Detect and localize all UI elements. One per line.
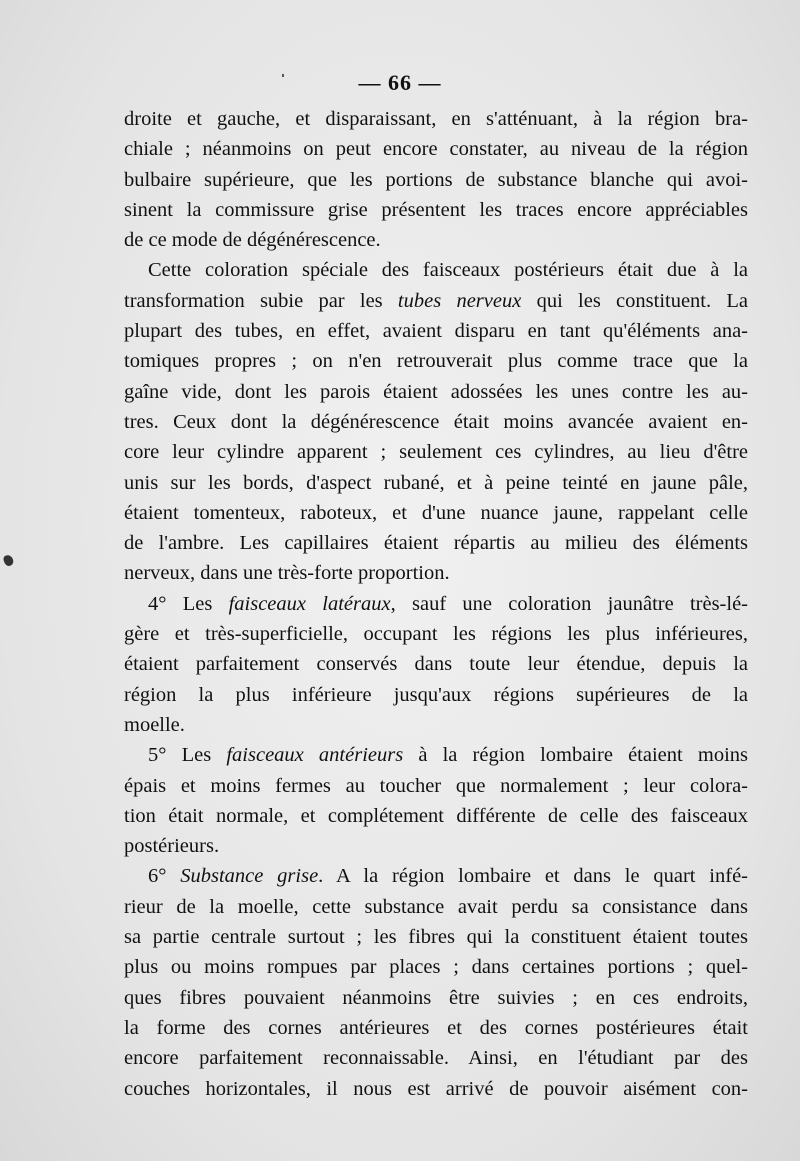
text-line: encore parfaitement reconnaissable. Ainsi, en l'étudiant par des xyxy=(124,1047,748,1070)
text-line: région la plus inférieure jusqu'aux régions supérieures de la xyxy=(124,683,748,706)
text-line: ques fibres pouvaient néanmoins être suivies ; en ces endroits, xyxy=(124,986,748,1009)
text-line: bulbaire supérieure, que les portions de substance blanche qui avoi- xyxy=(124,168,748,191)
text-line: chiale ; néanmoins on peut encore constater, au niveau de la région xyxy=(124,138,748,161)
body-text xyxy=(124,104,748,1104)
text-line: gaîne vide, dont les parois étaient adossées les unes contre les au- xyxy=(124,380,748,403)
text-line: de l'ambre. Les capillaires étaient répartis au milieu des éléments xyxy=(124,532,748,555)
text-line: transformation subie par les tubes nerveux qui les constituent. La xyxy=(124,289,748,312)
text-line: couches horizontales, il nous est arrivé de pouvoir aisément con- xyxy=(124,1077,748,1100)
text-line: étaient parfaitement conservés dans toute leur étendue, depuis la xyxy=(124,653,748,676)
text-line: droite et gauche, et disparaissant, en s'atténuant, à la région bra- xyxy=(124,108,748,130)
text-line: épais et moins fermes au toucher que normalement ; leur colora- xyxy=(124,774,748,797)
text-line: plus ou moins rompues par places ; dans certaines portions ; quel- xyxy=(124,956,748,979)
text-line: étaient tomenteux, raboteux, et d'une nuance jaune, rappelant celle xyxy=(124,501,748,524)
text-line: tomiques propres ; on n'en retrouverait plus comme trace que la xyxy=(124,350,748,373)
text-line: nerveux, dans une très-forte proportion. xyxy=(124,562,450,585)
text-line: postérieurs. xyxy=(124,835,220,858)
text-line: unis sur les bords, d'aspect rubané, et à peine teinté en jaune pâle, xyxy=(124,471,748,494)
page-number: — 66 — xyxy=(358,70,442,95)
text-line: Cette coloration spéciale des faisceaux postérieurs était due à la xyxy=(148,259,748,282)
text-line: tion était normale, et complétement différente de celle des faisceaux xyxy=(124,804,748,827)
text-line: sa partie centrale surtout ; les fibres qui la constituent étaient toutes xyxy=(124,926,748,949)
text-line: 5° Les faisceaux antérieurs à la région lombaire étaient moins xyxy=(148,744,748,767)
text-line: rieur de la moelle, cette substance avait perdu sa consistance dans xyxy=(124,895,748,918)
text-line: moelle. xyxy=(124,713,185,736)
text-line: 4° Les faisceaux latéraux, sauf une coloration jaunâtre très-lé- xyxy=(148,592,749,615)
text-line: plupart des tubes, en effet, avaient disparu en tant qu'éléments ana- xyxy=(124,320,748,343)
margin-ink-mark xyxy=(2,554,14,567)
text-line: sinent la commissure grise présentent les traces encore appréciables xyxy=(124,198,748,221)
text-line: 6° Substance grise. A la région lombaire et dans le quart infé- xyxy=(148,865,748,888)
text-line: la forme des cornes antérieures et des cornes postérieures était xyxy=(124,1016,748,1039)
text-line: core leur cylindre apparent ; seulement ces cylindres, au lieu d'être xyxy=(124,441,748,464)
text-line: gère et très-superficielle, occupant les régions les plus inférieures, xyxy=(124,623,748,646)
text-line: de ce mode de dégénérescence. xyxy=(124,229,381,252)
text-line: tres. Ceux dont la dégénérescence était moins avancée avaient en- xyxy=(124,410,748,433)
